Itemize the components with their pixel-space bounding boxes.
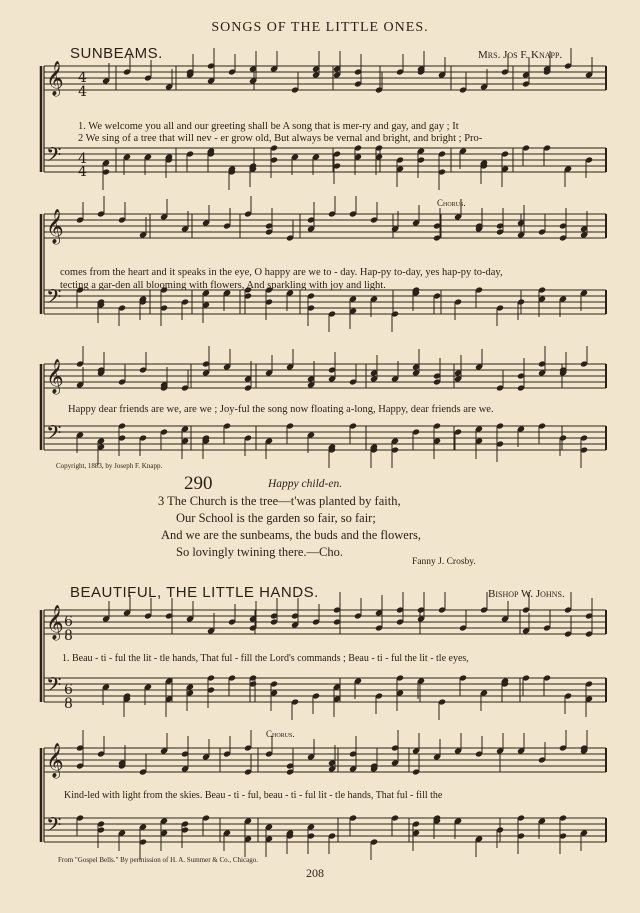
- running-head: SONGS OF THE LITTLE ONES.: [211, 20, 429, 35]
- treble-clef: 𝄞: [46, 605, 64, 640]
- time-signature-bottom: 4: [78, 164, 87, 180]
- footer-credit: From "Gospel Bells." By permission of H. A. Summer & Co., Chicago.: [58, 856, 258, 864]
- lyrics-verse-2: 2 We sing of a tree that will nev - er grow old, But always be vernal and bright, and bright ; Pro-: [78, 133, 483, 144]
- bass-clef: 𝄢: [46, 813, 62, 841]
- composer-sunbeams: Mrs. Jos F. Knapp.: [478, 49, 563, 61]
- time-signature-top: 4: [78, 151, 87, 167]
- composer-beautiful-hands: Bishop W. Johns.: [488, 588, 565, 600]
- treble-clef: 𝄞: [46, 209, 64, 244]
- chorus-label-2: Chorus.: [266, 729, 295, 739]
- time-signature-bottom: 8: [64, 696, 73, 712]
- stanza-line: And we are the sunbeams, the buds and the flowers,: [161, 528, 421, 542]
- bass-clef: 𝄢: [46, 285, 62, 313]
- bass-clef: 𝄢: [46, 673, 62, 701]
- stanza-line: 3 The Church is the tree—t'was planted by faith,: [158, 494, 401, 508]
- hymn-number: 290: [184, 473, 213, 494]
- time-signature-bottom: 8: [64, 628, 73, 644]
- stanza-line: Our School is the garden so fair, so fair;: [176, 511, 376, 525]
- stanza-line: So lovingly twining there.—Cho.: [176, 545, 344, 559]
- bass-clef: 𝄢: [46, 421, 62, 449]
- time-signature-top: 6: [64, 614, 73, 630]
- song-title-beautiful-hands: BEAUTIFUL, THE LITTLE HANDS.: [70, 584, 319, 601]
- copyright-notice: Copyright, 1883, by Joseph F. Knapp.: [56, 462, 163, 470]
- song-title-sunbeams: SUNBEAMS.: [70, 45, 163, 62]
- treble-clef: 𝄞: [46, 359, 64, 394]
- stanza-author: Fanny J. Crosby.: [412, 557, 476, 567]
- lyrics-line-2b: tecting a gar-den all blooming with flowers, And sparkling with joy and light.: [60, 280, 386, 291]
- lyrics-song2-line-2: Kind-led with light from the skies. Beau - ti - ful, beau - ti - ful lit - tle hands, That ful - fill the: [64, 790, 443, 801]
- page-number: 208: [306, 866, 324, 880]
- time-signature-top: 4: [78, 70, 87, 86]
- lyrics-song2-line-1: 1. Beau - ti - ful the lit - tle hands, That ful - fill the Lord's commands ; Beau - ti - ful the lit - tle eyes,: [62, 653, 469, 664]
- treble-clef: 𝄞: [46, 743, 64, 778]
- lyrics-line-2a: comes from the heart and it speaks in the eye, O happy are we to - day. Hap-py to-day, yes hap-py to-day,: [60, 267, 503, 278]
- time-signature-top: 6: [64, 682, 73, 698]
- note-heads: [76, 48, 593, 860]
- stanza-3: [158, 493, 421, 561]
- bass-clef: 𝄢: [46, 143, 62, 171]
- lyrics-line-3: Happy dear friends are we, are we ; Joy-ful the song now floating a-long, Happy, dear friends are we.: [68, 404, 494, 415]
- time-signature-bottom: 4: [78, 84, 87, 100]
- treble-clef: 𝄞: [46, 61, 64, 96]
- lyrics-verse-1: 1. We welcome you all and our greeting shall be A song that is mer-ry and gay, and gay ; It: [78, 121, 459, 132]
- chorus-label-1: Chorus.: [437, 198, 466, 208]
- clefs: [46, 61, 87, 841]
- staff-lines: [41, 66, 606, 842]
- refrain-echo: Happy child-en.: [268, 478, 343, 490]
